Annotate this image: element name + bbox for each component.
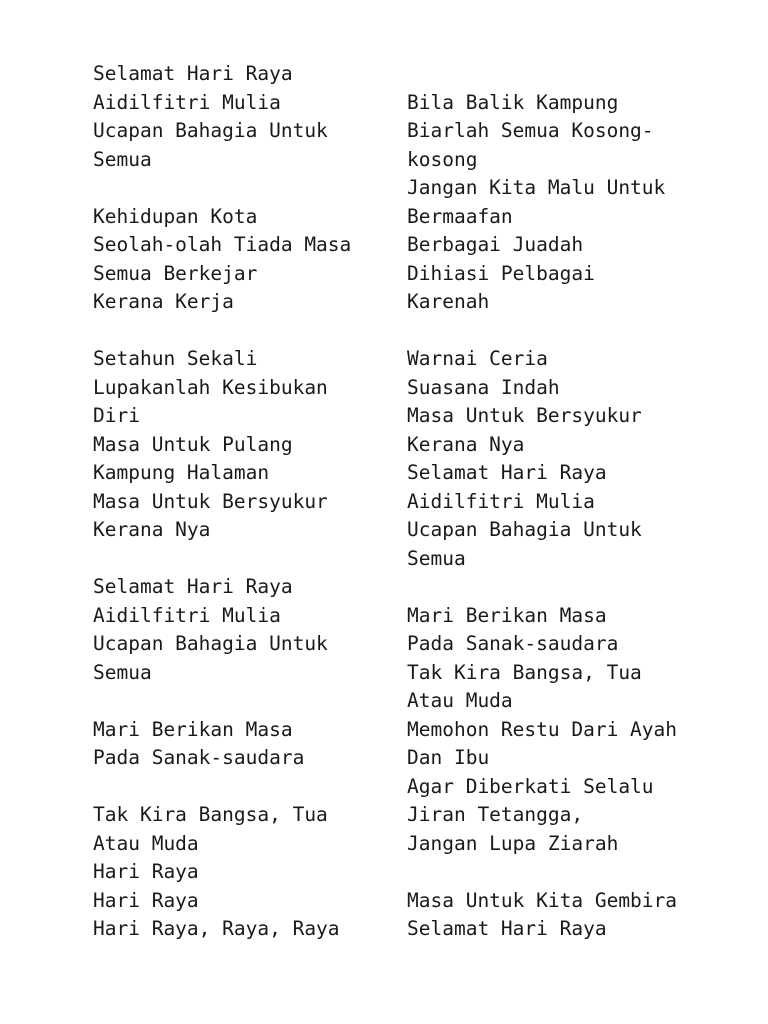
lyric-line: Selamat Hari Raya	[93, 575, 293, 598]
lyric-line: Warnai Ceria	[407, 347, 548, 370]
lyric-line: Karenah	[407, 290, 490, 313]
lyric-line: Kerana Kerja	[93, 290, 234, 313]
lyric-line: Ucapan Bahagia Untuk	[93, 119, 328, 142]
lyric-line: Setahun Sekali	[93, 347, 258, 370]
lyric-line: Dihiasi Pelbagai	[407, 261, 595, 285]
lyric-line: Kehidupan Kota	[93, 204, 258, 228]
stanza-break	[93, 317, 393, 346]
lyric-line: Tak Kira Bangsa, Tua	[93, 803, 328, 826]
lyric-line: Selamat Hari Raya	[407, 917, 607, 940]
lyric-line: Ucapan Bahagia Untuk	[93, 632, 328, 655]
lyric-line: Semua	[93, 147, 152, 171]
lyric-line: Kampung Halaman	[93, 461, 270, 484]
lyric-line: Hari Raya	[93, 888, 199, 912]
lyric-line: Selamat Hari Raya	[93, 62, 293, 85]
lyric-line: Masa Untuk Kita Gembira	[407, 888, 678, 912]
lyric-line: Tak Kira Bangsa, Tua	[407, 660, 642, 684]
stanza-break	[93, 687, 393, 716]
lyric-line: Aidilfitri Mulia	[407, 489, 595, 513]
stanza-break	[407, 573, 707, 602]
lyric-line: Agar Diberkati Selalu	[407, 774, 654, 798]
lyric-line: Diri	[93, 404, 140, 427]
lyric-line: Aidilfitri Mulia	[93, 603, 281, 627]
lyric-line: Atau Muda	[407, 689, 513, 712]
lyric-line: Bermaafan	[407, 204, 513, 228]
lyric-line: Jiran Tetangga,	[407, 803, 584, 826]
lyric-line: Pada Sanak-saudara	[407, 632, 619, 655]
lyric-line: Kerana Nya	[407, 432, 525, 456]
lyric-line: Bila Balik Kampung	[407, 90, 619, 114]
lyric-line: Jangan Lupa Ziarah	[407, 831, 619, 855]
lyric-line: Masa Untuk Bersyukur	[93, 489, 328, 513]
lyric-line: Mari Berikan Masa	[407, 603, 607, 627]
lyric-line: Atau Muda	[93, 831, 199, 855]
lyric-line: Suasana Indah	[407, 375, 560, 399]
lyric-line: Selamat Hari Raya	[407, 461, 607, 484]
lyric-line: Berbagai Juadah	[407, 233, 584, 256]
lyric-line: Pada Sanak-saudara	[93, 746, 305, 769]
lyric-line: Semua Berkejar	[93, 261, 258, 285]
lyric-line: Masa Untuk Pulang	[93, 432, 293, 456]
lyric-line: Mari Berikan Masa	[93, 717, 293, 741]
stanza-break	[93, 773, 393, 802]
lyric-line: Semua	[407, 546, 466, 570]
lyric-line: Hari Raya	[93, 860, 199, 883]
stanza-break	[407, 858, 707, 887]
lyric-line: Lupakanlah Kesibukan	[93, 375, 328, 399]
lyric-line: Hari Raya, Raya, Raya	[93, 917, 340, 940]
lyric-line: Memohon Restu Dari Ayah	[407, 717, 678, 741]
lyric-line: Biarlah Semua Kosong-	[407, 119, 654, 142]
lyric-line: Dan Ibu	[407, 746, 490, 769]
lyrics-column-right	[407, 60, 707, 944]
stanza-break	[93, 545, 393, 574]
lyric-line: Jangan Kita Malu Untuk	[407, 176, 666, 199]
lyric-line: Kerana Nya	[93, 518, 211, 541]
lyric-line: Masa Untuk Bersyukur	[407, 404, 642, 427]
lyric-line: Aidilfitri Mulia	[93, 90, 281, 114]
lyric-line: Semua	[93, 660, 152, 684]
lyrics-column-left	[93, 60, 393, 944]
stanza-break	[407, 317, 707, 346]
lyric-line: Ucapan Bahagia Untuk	[407, 518, 642, 541]
lyric-line: kosong	[407, 147, 478, 171]
stanza-break	[407, 60, 707, 89]
lyric-line: Seolah-olah Tiada Masa	[93, 233, 352, 256]
stanza-break	[93, 174, 393, 203]
